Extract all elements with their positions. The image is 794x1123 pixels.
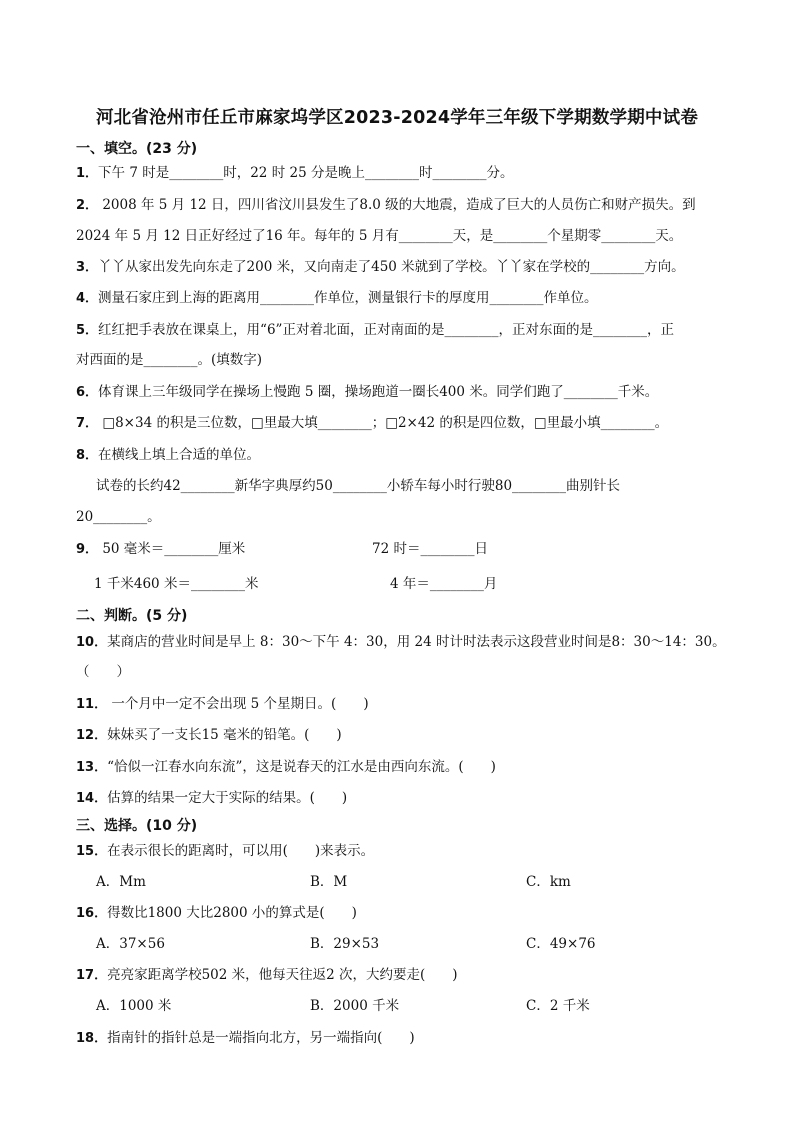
question-number: 11． bbox=[76, 697, 108, 712]
question-number: 6． bbox=[76, 385, 99, 400]
question-2-continued: 2024 年 5 月 12 日正好经过了16 年。每年的 5 月有________天，是________个星期零________天。 bbox=[76, 228, 683, 244]
question-text: 亮亮家距离学校502 米，他每天往返2 次，大约要走( ) bbox=[107, 967, 458, 983]
question-text: 体育课上三年级同学在操场上慢跑 5 圈，操场跑道一圈长400 米。同学们跑了________千米。 bbox=[98, 384, 659, 400]
question-number: 16． bbox=[76, 906, 108, 921]
option-c: C．2 千米 bbox=[526, 998, 590, 1014]
question-number: 10． bbox=[76, 635, 108, 650]
section-true-false: 二、判断。(5 分) bbox=[76, 608, 188, 624]
option-a: A．37×56 bbox=[96, 936, 165, 952]
question-7 bbox=[76, 413, 756, 434]
question-text: 某商店的营业时间是早上 8：30～下午 4：30，用 24 时计时法表示这段营业时间是8：30～14：30。 bbox=[107, 634, 726, 650]
question-text: 红红把手表放在课桌上，用“6”正对着北面，正对南面的是________，正对东面的是________，正 bbox=[98, 322, 674, 338]
question-number: 3． bbox=[76, 260, 99, 275]
question-number: 14． bbox=[76, 791, 108, 806]
question-10 bbox=[76, 632, 756, 653]
question-number: 8． bbox=[76, 448, 99, 463]
question-number: 4． bbox=[76, 291, 99, 306]
question-text: □8×34 的积是三位数，□里最大填________；□2×42 的积是四位数，□里最小填________。 bbox=[98, 415, 669, 431]
section-fill-blank: 一、填空。(23 分) bbox=[76, 141, 198, 157]
question-number: 18． bbox=[76, 1031, 108, 1046]
option-c: C．km bbox=[526, 874, 571, 890]
question-text: 得数比1800 大比2800 小的算式是( ) bbox=[107, 905, 357, 921]
option-a: A．1000 米 bbox=[96, 998, 172, 1014]
question-text: 下午 7 时是________时，22 时 25 分是晚上________时________分。 bbox=[98, 165, 514, 181]
question-text: 指南针的指针总是一端指向北方，另一端指向( ) bbox=[107, 1030, 415, 1046]
question-number: 5． bbox=[76, 323, 99, 338]
question-9-c: 1 千米460 米＝________米 bbox=[94, 576, 259, 592]
option-b: B．2000 千米 bbox=[310, 998, 400, 1014]
question-number: 7． bbox=[76, 416, 99, 431]
question-9-b: 72 时＝________日 bbox=[372, 541, 488, 557]
question-1 bbox=[76, 163, 756, 184]
question-text: 测量石家庄到上海的距离用________作单位，测量银行卡的厚度用________作单位。 bbox=[98, 290, 598, 306]
question-10-answer-paren: （ ） bbox=[76, 664, 130, 680]
question-number: 1． bbox=[76, 166, 99, 181]
question-8-line1: 试卷的长约42________新华字典厚约50________小轿车每小时行驶80________曲别针长 bbox=[96, 478, 621, 494]
question-number: 12． bbox=[76, 728, 108, 743]
exam-title: 河北省沧州市任丘市麻家坞学区2023-2024学年三年级下学期数学期中试卷 bbox=[95, 108, 699, 128]
question-11 bbox=[76, 694, 756, 715]
question-13 bbox=[76, 757, 756, 778]
option-b: B．M bbox=[310, 874, 348, 890]
question-number: 15． bbox=[76, 844, 108, 859]
question-15 bbox=[76, 841, 756, 862]
question-8 bbox=[76, 445, 756, 466]
question-5 bbox=[76, 320, 756, 341]
question-text: “恰似一江春水向东流”，这是说春天的江水是由西向东流。( ) bbox=[107, 759, 496, 775]
question-16 bbox=[76, 903, 756, 924]
question-9-a: 50 毫米＝________厘米 bbox=[98, 541, 246, 557]
question-number: 9． bbox=[76, 542, 99, 557]
question-text: 在横线上填上合适的单位。 bbox=[98, 447, 261, 463]
question-14 bbox=[76, 788, 756, 809]
option-a: A．Mm bbox=[96, 874, 146, 890]
question-text: 一个月中一定不会出现 5 个星期日。( ) bbox=[107, 696, 369, 712]
question-5-continued: 对西面的是________。(填数字) bbox=[76, 352, 263, 368]
question-text: 2008 年 5 月 12 日，四川省汶川县发生了8.0 级的大地震，造成了巨大的人员伤亡和财产损失。到 bbox=[98, 197, 696, 213]
option-c: C．49×76 bbox=[526, 936, 596, 952]
question-number: 2． bbox=[76, 198, 99, 213]
question-2 bbox=[76, 195, 756, 216]
question-12 bbox=[76, 725, 756, 746]
option-b: B．29×53 bbox=[310, 936, 380, 952]
question-9-d: 4 年＝________月 bbox=[390, 576, 498, 592]
question-18 bbox=[76, 1028, 756, 1049]
question-number: 13． bbox=[76, 760, 108, 775]
question-4 bbox=[76, 288, 756, 309]
question-6 bbox=[76, 382, 756, 403]
question-number: 17． bbox=[76, 968, 108, 983]
question-text: 妹妹买了一支长15 毫米的铅笔。( ) bbox=[107, 727, 342, 743]
question-text: 在表示很长的距离时，可以用( )来表示。 bbox=[107, 843, 375, 859]
question-text: 丫丫从家出发先向东走了200 米，又向南走了450 米就到了学校。丫丫家在学校的________方向。 bbox=[98, 259, 685, 275]
section-multiple-choice: 三、选择。(10 分) bbox=[76, 818, 198, 834]
question-8-line2: 20________。 bbox=[76, 509, 161, 525]
question-3 bbox=[76, 257, 756, 278]
question-text: 估算的结果一定大于实际的结果。( ) bbox=[107, 790, 348, 806]
question-17 bbox=[76, 965, 756, 986]
